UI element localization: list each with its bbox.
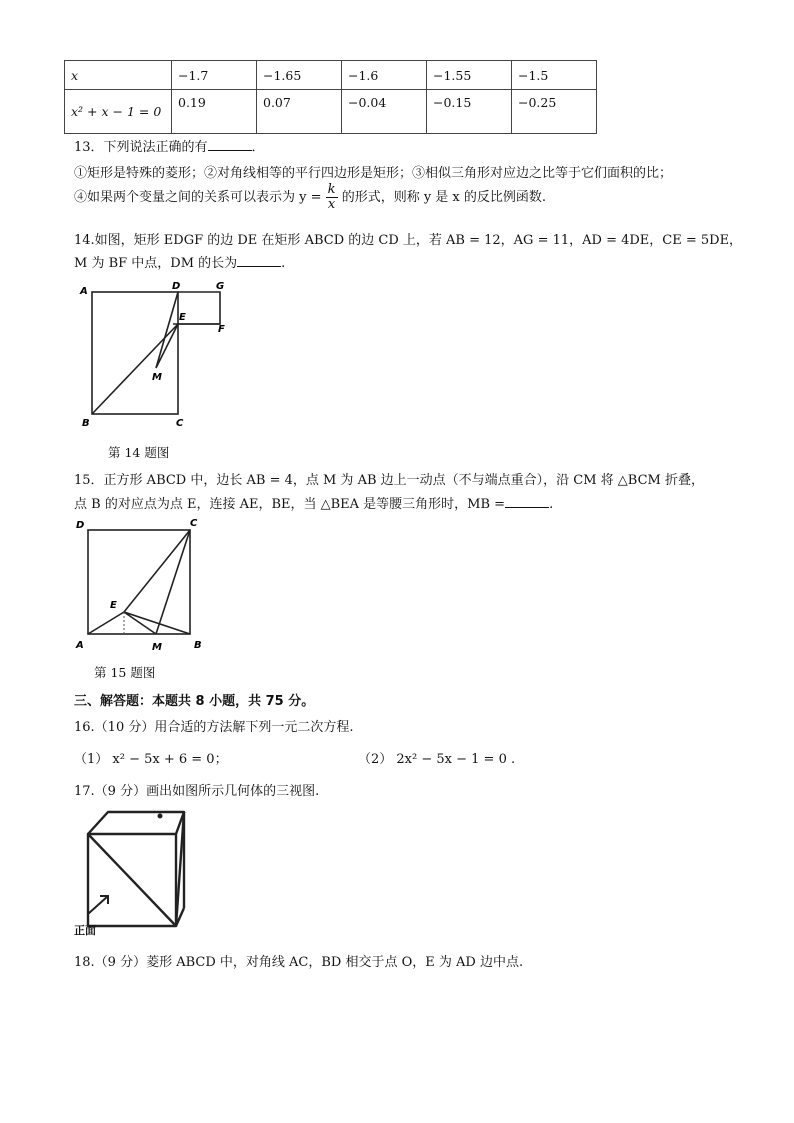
q15-stem-line1: 15．正方形 ABCD 中，边长 AB = 4，点 M 为 AB 边上一动点（不与端点重合），沿 CM 将 △BCM 折叠， (74, 473, 704, 488)
answer-blank (208, 139, 252, 151)
label-D: D (172, 281, 181, 292)
table-cell: −1.6 (342, 61, 427, 90)
q16-part2: （2） 2x² − 5x − 1 = 0 . (358, 752, 516, 767)
q18-stem: 18.（9 分）菱形 ABCD 中，对角线 AC，BD 相交于点 O，E 为 AD 边中点. (74, 955, 524, 970)
table-cell: −1.65 (257, 61, 342, 90)
q16-part1: （1） x² − 5x + 6 = 0； (74, 752, 228, 767)
label-C: C (190, 518, 198, 529)
q13-options-line1: ①矩形是特殊的菱形；②对角线相等的平行四边形是矩形；③相似三角形对应边之比等于它们面积的比； (74, 166, 673, 181)
q14-caption: 第 14 题图 (108, 445, 170, 460)
table-cell: −1.55 (427, 61, 512, 90)
table-cell: x (65, 61, 172, 90)
table-cell: −1.5 (512, 61, 597, 90)
answer-blank (237, 255, 281, 267)
label-C: C (176, 418, 184, 429)
label-B: B (194, 640, 202, 651)
label-E: E (179, 312, 186, 323)
q14-stem-line1: 14.如图，矩形 EDGF 的边 DE 在矩形 ABCD 的边 CD 上，若 AB = 12，AG = 11，AD = 4DE，CE = 5DE， (74, 233, 743, 248)
answer-blank (505, 496, 549, 508)
label-A: A (80, 286, 88, 297)
table-row (65, 61, 597, 90)
q16-stem: 16.（10 分）用合适的方法解下列一元二次方程. (74, 720, 354, 735)
q15-figure (72, 512, 212, 654)
q13-options-line2: ④如果两个变量之间的关系可以表示为 y = $\frac{k}{x}$ 的形式，则称 y 是 x 的反比例函数. (74, 182, 547, 212)
label-G: G (216, 281, 225, 292)
q13-stem: 13．下列说法正确的有 ． (74, 140, 265, 155)
q15-stem-line2: 点 B 的对应点为点 E，连接 AE，BE，当 △BEA 是等腰三角形时，MB = . (74, 497, 554, 512)
q17-stem: 17.（9 分）画出如图所示几何体的三视图. (74, 784, 320, 799)
section-heading: 三、解答题：本题共 8 小题，共 75 分。 (74, 694, 315, 709)
value-table (64, 60, 597, 134)
table-cell: x² + x − 1 = 0 (65, 90, 172, 134)
table-cell: −1.7 (172, 61, 257, 90)
label-E: E (110, 600, 117, 611)
front-view-label: 正面 (74, 924, 96, 937)
label-B: B (82, 418, 90, 429)
table-cell: −0.25 (512, 90, 597, 134)
table-row (65, 90, 597, 134)
table-cell: 0.19 (172, 90, 257, 134)
table-cell: −0.04 (342, 90, 427, 134)
fraction-k-over-x: $\frac{k}{x}$ (327, 182, 336, 212)
label-M: M (152, 642, 162, 653)
label-A: A (76, 640, 84, 651)
label-D: D (76, 520, 85, 531)
table-cell: 0.07 (257, 90, 342, 134)
label-F: F (218, 324, 225, 335)
label-M: M (152, 372, 162, 383)
table-cell: −0.15 (427, 90, 512, 134)
q14-stem-line2: M 为 BF 中点，DM 的长为 . (74, 256, 286, 271)
q15-caption: 第 15 题图 (94, 665, 156, 680)
q14-figure (76, 280, 236, 430)
